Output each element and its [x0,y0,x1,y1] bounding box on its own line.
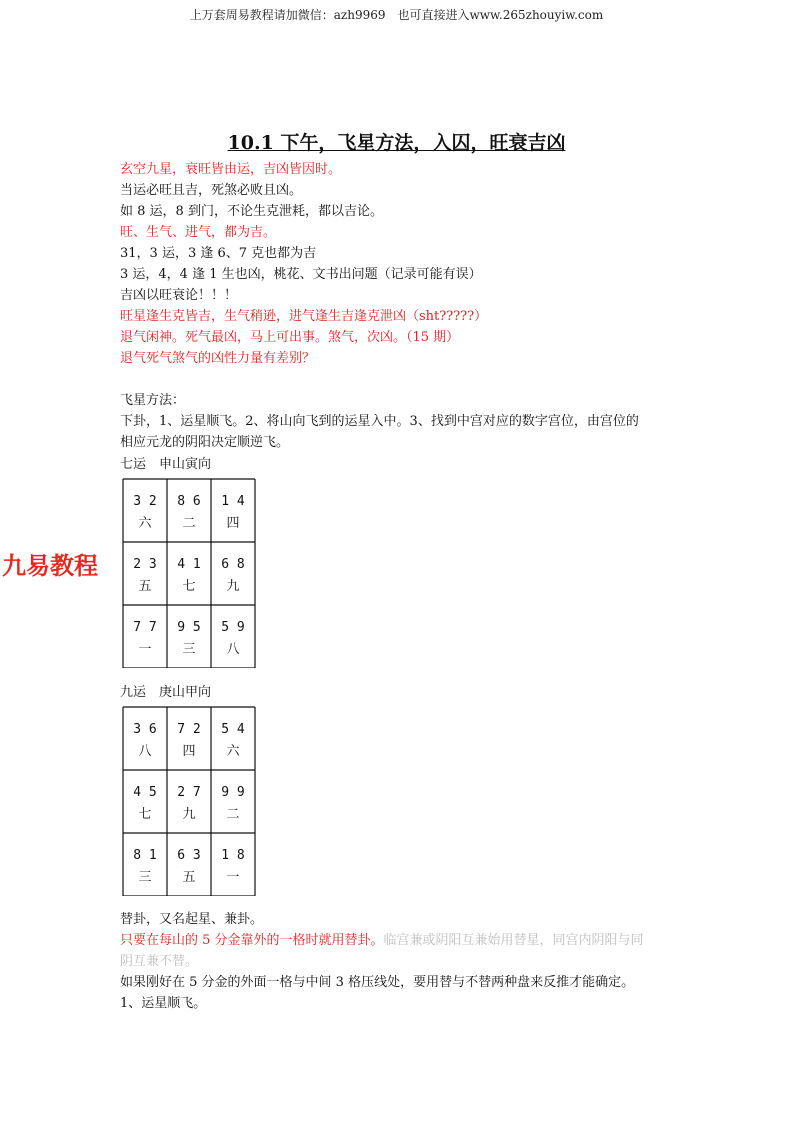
star-numbers: 9 9 [221,785,245,800]
star-numbers: 1 8 [221,848,245,863]
palace-number: 五 [182,870,196,885]
text-line: 旺星逢生克皆吉，生气稍逊，进气逢生吉逢克泄凶（sht?????） [120,309,488,324]
text-line: 如 8 运，8 到门，不论生克泄耗，都以吉论。 [120,204,383,219]
palace-number: 八 [226,642,240,657]
star-numbers: 9 5 [177,620,201,635]
text-line: 退气闲神。死气最凶，马上可出事。煞气，次凶。（15 期） [120,330,460,345]
palace-number: 二 [182,516,196,531]
star-numbers: 3 6 [133,722,157,737]
star-numbers: 8 6 [177,494,201,509]
text-line: 3 运，4，4 逢 1 生也凶，桃花、文书出问题（记录可能有误） [120,267,482,282]
palace-number: 三 [138,870,152,885]
star-numbers: 8 1 [133,848,157,863]
page-title: 10.1 下午，飞星方法，入囚，旺衰吉凶 [227,132,566,154]
tigua-gray-line: 阴互兼不替。 [120,954,199,969]
chart2-label: 九运 庚山甲向 [120,685,212,700]
chart1-label: 七运 申山寅向 [120,457,212,472]
flying-star-chart-1 [122,478,256,668]
palace-number: 一 [226,870,240,885]
star-numbers: 5 9 [221,620,245,635]
flying-star-chart-2 [122,706,256,896]
star-numbers: 4 5 [133,785,157,800]
text-line: 当运必旺且吉，死煞必败且凶。 [120,183,303,198]
tigua-line: 如果刚好在 5 分金的外面一格与中间 3 格压线处，要用替与不替两种盘来反推才能确定。 [120,975,635,990]
star-numbers: 7 7 [133,620,157,635]
star-numbers: 6 3 [177,848,201,863]
star-numbers: 1 4 [221,494,245,509]
palace-number: 九 [182,807,196,822]
text-line: 吉凶以旺衰论！！！ [120,288,238,303]
palace-number: 五 [138,579,152,594]
tigua-line: 1、运星顺飞。 [120,996,207,1011]
tigua-gray-text: 临宫兼或阴阳互兼始用替星，同宫内阴阳与同 [383,933,644,948]
palace-number: 三 [182,642,196,657]
star-numbers: 2 7 [177,785,201,800]
star-numbers: 7 2 [177,722,201,737]
palace-number: 四 [226,516,240,531]
star-numbers: 3 2 [133,494,157,509]
palace-number: 七 [138,807,152,822]
tigua-line: 替卦，又名起星、兼卦。 [120,912,264,927]
star-numbers: 6 8 [221,557,245,572]
text-line: 退气死气煞气的凶性力量有差别？ [120,351,316,366]
page-header: 上万套周易教程请加微信：azh9969 也可直接进入www.265zhouyiw.com [189,8,604,22]
tigua-line [120,932,644,950]
text-line: 旺、生气、进气，都为吉。 [120,225,277,240]
palace-number: 一 [138,642,152,657]
method-heading: 飞星方法： [120,393,186,408]
palace-number: 四 [182,744,196,759]
palace-number: 八 [138,744,152,759]
palace-number: 九 [226,579,240,594]
text-line: 玄空九星，衰旺皆由运，吉凶皆因时。 [120,162,342,177]
method-line: 下卦，1、运星顺飞。2、将山向飞到的运星入中。3、找到中宫对应的数字宫位，由宫位的 [120,414,639,429]
palace-number: 六 [226,744,240,759]
palace-number: 六 [138,516,152,531]
watermark-logo: 九易教程 [2,552,98,580]
star-numbers: 2 3 [133,557,157,572]
palace-number: 七 [182,579,196,594]
text-line: 31，3 运，3 逢 6、7 克也都为吉 [120,246,317,261]
star-numbers: 5 4 [221,722,245,737]
palace-number: 二 [226,807,240,822]
star-numbers: 4 1 [177,557,201,572]
tigua-red-text: 只要在每山的 5 分金靠外的一格时就用替卦。 [120,933,384,948]
method-line: 相应元龙的阴阳决定顺逆飞。 [120,435,290,450]
